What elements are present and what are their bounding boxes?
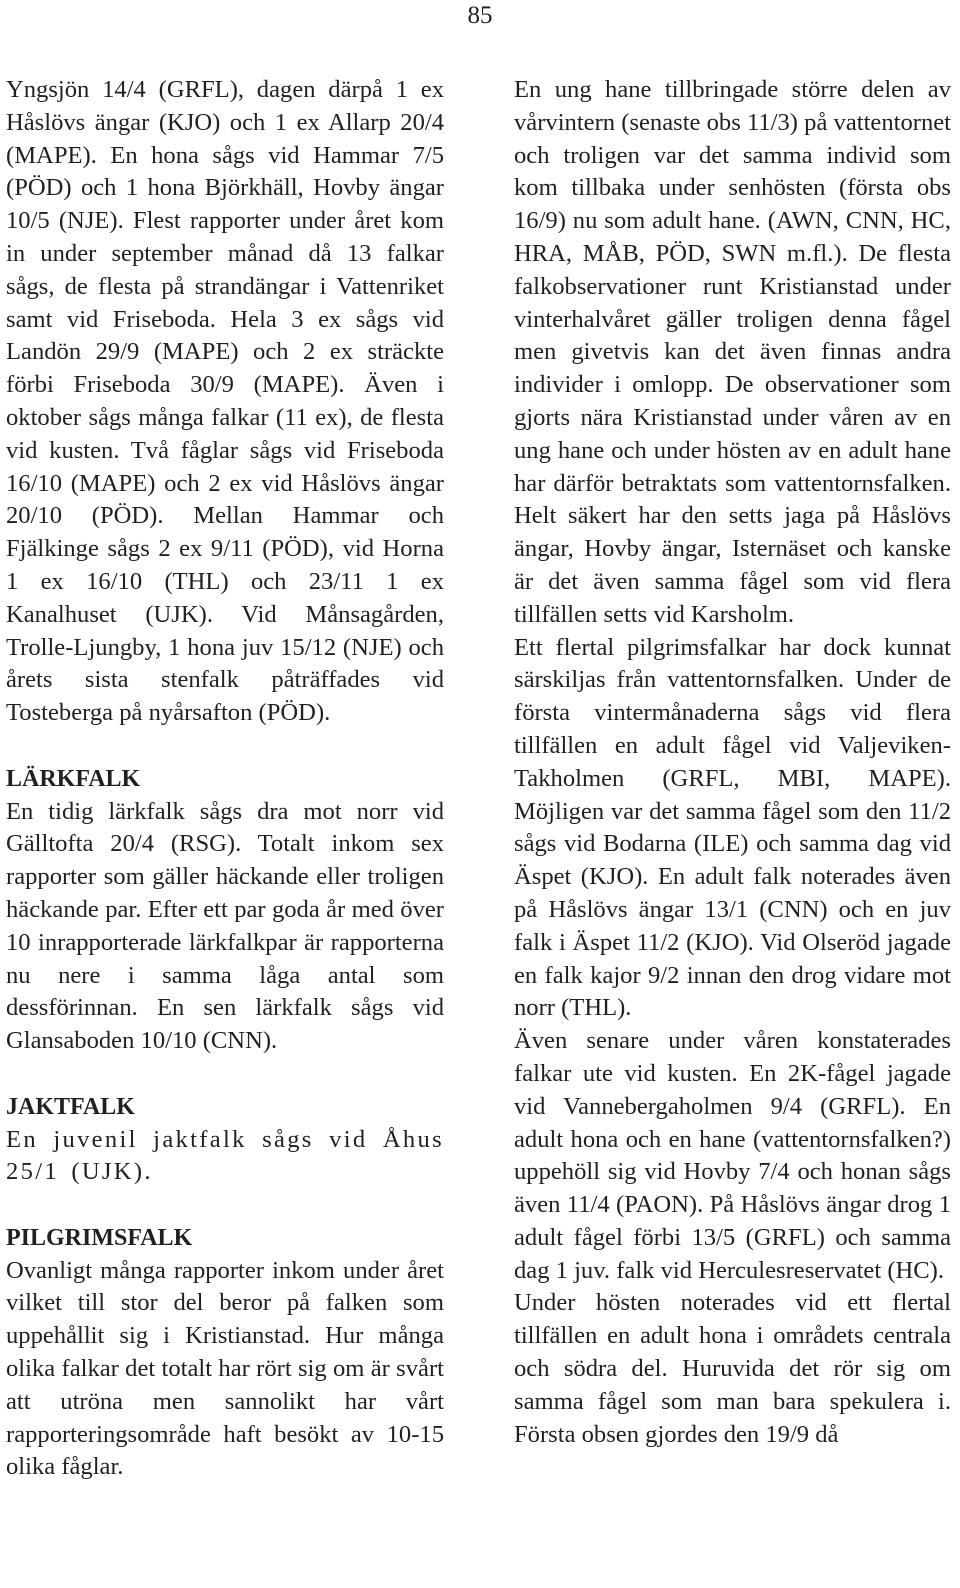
page-number: 85 bbox=[467, 2, 493, 29]
spring-observations-paragraph: Även senare under våren konstaterades falkar ute vid kusten. En 2K-fågel jagade vid Vannebergaholmen 9/4 (GRFL). En adult hona och en hane (vattentornsfalken?) uppehöll sig vid Hovby 7/4 och honan sågs även 11/4 (PAON). På Håslövs ängar drog 1 adult fågel förbi 13/5 (GRFL) och samma dag 1 juv. falk vid Herculesreservatet (HC). bbox=[514, 1027, 951, 1284]
jaktfalk-paragraph: En juvenil jaktfalk sågs vid Åhus 25/1 (UJK). bbox=[6, 1125, 444, 1186]
heading-larkfalk: LÄRKFALK bbox=[6, 765, 141, 792]
heading-pilgrimsfalk: PILGRIMSFALK bbox=[6, 1224, 193, 1251]
stenfalk-paragraph: Yngsjön 14/4 (GRFL), dagen därpå 1 ex Håslövs ängar (KJO) och 1 ex Allarp 20/4 (MAPE). En hona sågs vid Hammar 7/5 (PÖD) och 1 hona Björkhäll, Hovby ängar 10/5 (NJE). Flest rapporter under året kom in under september månad då 13 falkar sågs, de flesta på strandängar i Vattenriket samt vid Friseboda. Hela 3 ex sågs vid Landön 29/9 (MAPE) och 2 ex sträckte förbi Friseboda 30/9 (MAPE). Även i oktober sågs många falkar (11 ex), de flesta vid kusten. Två fåglar sågs vid Friseboda 16/10 (MAPE) och 2 ex vid Håslövs ängar 20/10 (PÖD). Mellan Hammar och Fjälkinge sågs 2 ex 9/11 (PÖD), vid Horna 1 ex 16/10 (THL) och 23/11 1 ex Kanalhuset (UJK). Vid Månsagården, Trolle-Ljungby, 1 hona juv 15/12 (NJE) och årets sista stenfalk påträffades vid Tosteberga på nyårsafton (PÖD). bbox=[6, 76, 444, 727]
winter-observations-paragraph: Ett flertal pilgrimsfalkar har dock kunnat särskiljas från vattentornsfalken. Under de första vintermånaderna sågs vid flera tillfällen en adult fågel vid Valjeviken-Takholmen (GRFL, MBI, MAPE). Möjligen var det samma fågel som den 11/2 sågs vid Bodarna (ILE) och samma dag vid Äspet (KJO). En adult falk noterades även på Håslövs ängar 13/1 (CNN) och en juv falk i Äspet 11/2 (KJO). Vid Olseröd jagade en falk kajor 9/2 innan den drog vidare mot norr (THL). bbox=[514, 633, 951, 1022]
larkfalk-paragraph: En tidig lärkfalk sågs dra mot norr vid Gälltofta 20/4 (RSG). Totalt inkom sex rapporter som gäller häckande eller troligen häckande par. Efter ett par goda år med över 10 inrapporterade lärkfalkpar är rapporterna nu nere i samma låga antal som dessförinnan. En sen lärkfalk sågs vid Glansaboden 10/10 (CNN). bbox=[6, 797, 444, 1055]
vattentornsfalk-paragraph: En ung hane tillbringade större delen av vårvintern (senaste obs 11/3) på vattentornet och troligen var det samma individ som kom tillbaka under senhösten (första obs 16/9) nu som adult hane. (AWN, CNN, HC, HRA, MÅB, PÖD, SWN m.fl.). De flesta falkobservationer runt Kristianstad under vinterhalvåret gäller troligen denna fågel men givetvis kan det även finnas andra individer i omlopp. De observationer som gjorts nära Kristianstad under våren av en ung hane och under hösten av en adult hane har därför betraktats som vattentornsfalken. Helt säkert har den setts jaga på Håslövs ängar, Hovby ängar, Isternäset och kanske är det även samma fågel som vid flera tillfällen setts vid Karsholm. bbox=[514, 76, 951, 628]
autumn-observations-paragraph: Under hösten noterades vid ett flertal tillfällen en adult hona i områdets centrala och södra del. Huruvida det rör sig om samma fågel som man bara spekulera i. Första obsen gjordes den 19/9 då bbox=[514, 1289, 951, 1448]
left-column bbox=[6, 74, 444, 1484]
right-column bbox=[514, 74, 951, 1451]
pilgrimsfalk-paragraph: Ovanligt många rapporter inkom under året vilket till stor del beror på falken som uppehållit sig i Kristianstad. Hur många olika falkar det totalt har rört sig om är svårt att utröna men sannolikt har vårt rapporteringsområde haft besökt av 10-15 olika fåglar. bbox=[6, 1256, 444, 1481]
heading-jaktfalk: JAKTFALK bbox=[6, 1093, 135, 1120]
